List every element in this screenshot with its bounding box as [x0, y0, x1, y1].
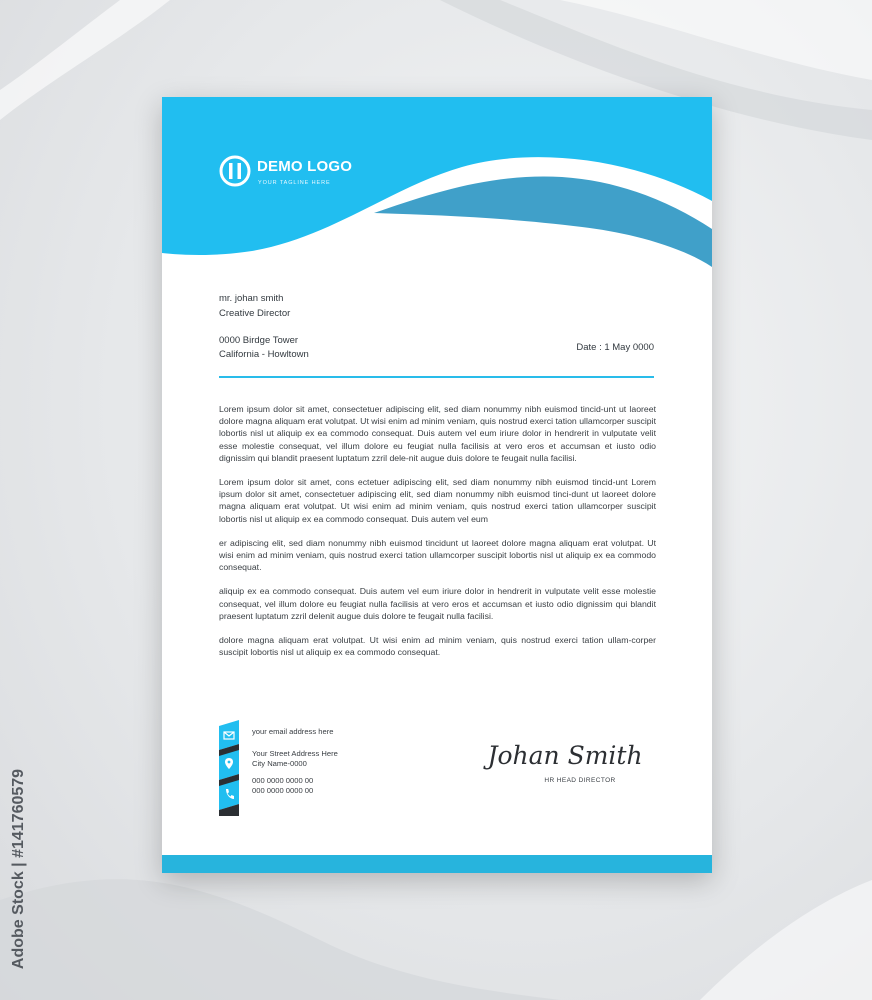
contact-street: Your Street Address Here — [252, 749, 338, 758]
body-paragraph: Lorem ipsum dolor sit amet, consectetuer adipiscing elit, sed diam nonummy nibh euismod tincid-unt ut laoreet dolore magna aliquam erat volutpat. Ut wisi enim ad minim veniam, quis nostrud exerci tation ullamcorper suscipit lobortis nisl ut aliquip ex ea commodo consequat. Duis autem vel eum iriure dolor in hendrerit in vulputate velit esse molestie consequat, vel illum dolore eu feugiat nulla facilisis at vero eros et accumsan et iusto odio dignissim qui blandit praesent luptatum zzril dele-nit augue duis dolore te feugait nulla facilisi. — [219, 404, 656, 463]
contact-phone-2: 000 0000 0000 00 — [252, 786, 314, 795]
stock-id-text: Adobe Stock | #141760579 — [10, 768, 28, 970]
stock-id-label — [2, 758, 36, 980]
divider-line — [219, 376, 654, 378]
letter-date: Date : 1 May 0000 — [576, 342, 654, 353]
contact-phone-1: 000 0000 0000 00 — [252, 776, 314, 785]
logo-tagline: YOUR TAGLINE HERE — [258, 180, 331, 186]
contact-ribbon — [219, 720, 239, 816]
footer-bar — [162, 855, 712, 873]
signature: Johan Smith — [487, 741, 643, 770]
recipient-title: Creative Director — [219, 308, 291, 319]
letterhead-sheet — [162, 97, 712, 873]
body-paragraph: dolore magna aliquam erat volutpat. Ut wisi enim ad minim veniam, quis nostrud exerci tation ullam-corper suscipit lobortis nisl ut aliquip ex ea commodo consequat. — [219, 635, 656, 658]
address-line-1: 0000 Birdge Tower — [219, 335, 299, 346]
recipient-name: mr. johan smith — [219, 293, 284, 304]
letter-body — [219, 403, 656, 670]
logo-icon — [219, 155, 251, 187]
body-paragraph: er adipiscing elit, sed diam nonummy nibh euismod tincidunt ut laoreet dolore magna aliquam erat volutpat. Ut wisi enim ad minim veniam, quis nostrud exerci tation ullamcorper suscipit lobortis nisl ut aliquip ex ea commodo consequat. — [219, 537, 656, 573]
body-paragraph: Lorem ipsum dolor sit amet, cons ectetuer adipiscing elit, sed diam nonummy nibh euismod tincid-unt Lorem ipsum dolor sit amet, consectetuer adipiscing elit, sed diam nonummy nibh euismod tinci-dunt ut laoreet dolore magna aliquam erat volutpat. Ut wisi enim ad minim veniam, quis nostrud exerci tation ullamcorper suscipit lobortis nisl ut aliquip ex ea commodo consequat. Duis autem vel eum — [219, 477, 656, 524]
body-paragraph: aliquip ex ea commodo consequat. Duis autem vel eum iriure dolor in hendrerit in vulputate velit esse molestie consequat, vel illum dolore eu feugiat nulla facilisis at vero eros et accumsan et iusto odio dignissim qui blandit praesent luptatum zzril delenit augue duis dolore te feugait nulla facilisi. — [219, 586, 656, 621]
signature-title: HR HEAD DIRECTOR — [544, 777, 616, 784]
contact-email: your email address here — [252, 727, 334, 736]
logo-name: DEMO LOGO — [257, 158, 353, 175]
address-line-2: California - Howltown — [219, 349, 309, 360]
contact-city: City Name-0000 — [252, 759, 307, 768]
